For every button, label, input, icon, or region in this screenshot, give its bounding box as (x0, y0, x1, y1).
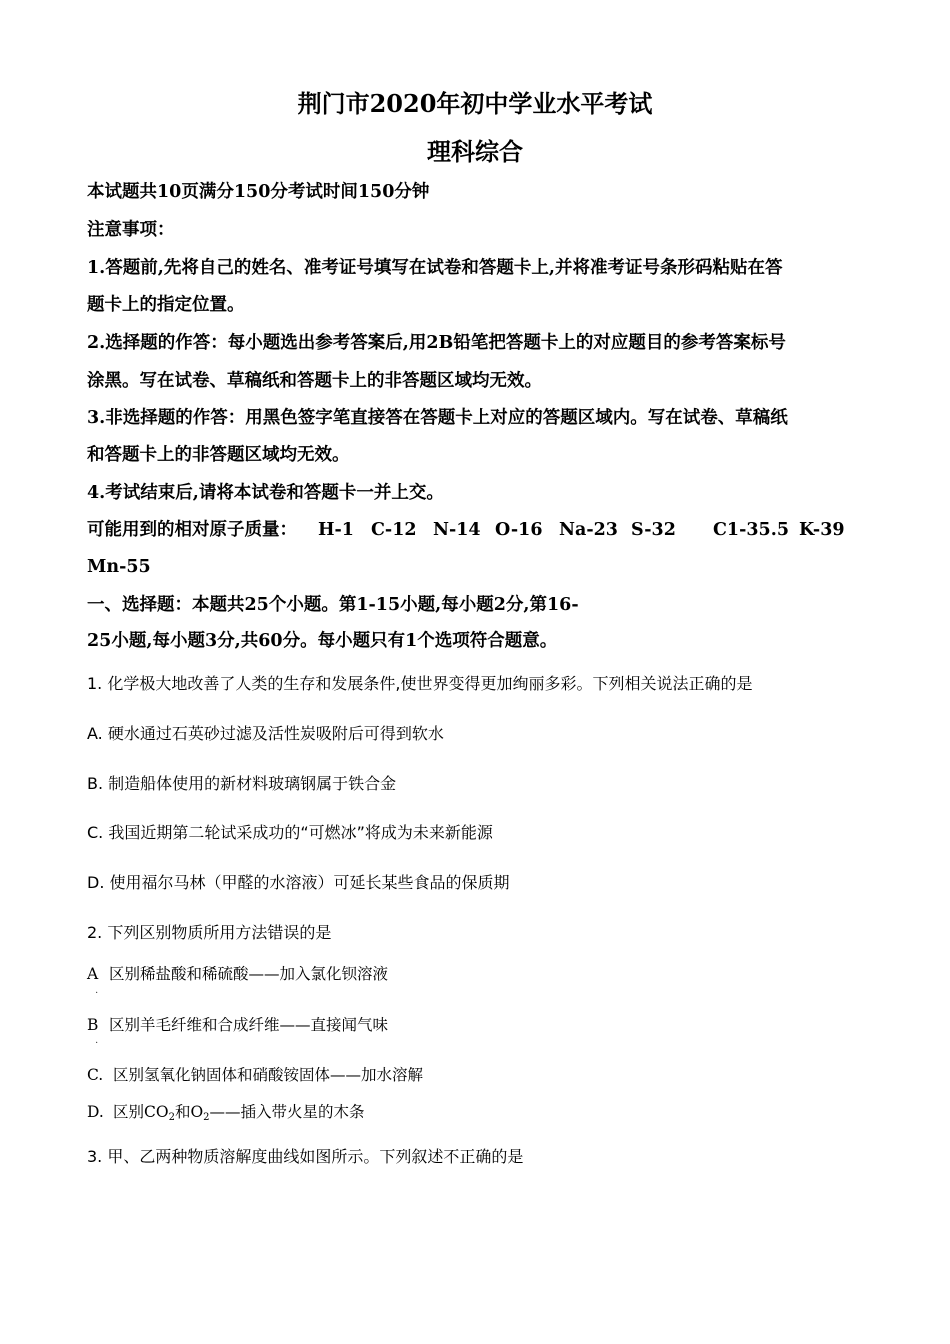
atomic-mass-h: H-1 (318, 520, 354, 540)
note-3-line-1: 3.非选择题的作答：用黑色签字笔直接答在答题卡上对应的答题区域内。写在试卷、草稿纸 (87, 408, 788, 428)
atomic-mass-label: 可能用到的相对原子质量： (87, 520, 297, 540)
question-1-option-d: D. 使用福尔马林（甲醛的水溶液）可延长某些食品的保质期 (87, 873, 510, 892)
exam-info: 本试题共10页满分150分考试时间150分钟 (87, 182, 430, 202)
option-text-mid: 和O (174, 1103, 204, 1121)
option-text: 区别氢氧化钠固体和硝酸铵固体——加水溶解 (113, 1066, 424, 1084)
exam-subject: 理科综合 (427, 137, 523, 166)
question-1-option-c: C. 我国近期第二轮试采成功的“可燃冰”将成为未来新能源 (87, 823, 493, 842)
stray-dot: · (95, 988, 99, 999)
atomic-mass-cl: C1-35.5 (713, 520, 789, 540)
question-1-stem: 1. 化学极大地改善了人类的生存和发展条件,使世界变得更加绚丽多彩。下列相关说法正确的是 (87, 674, 753, 693)
option-text: 区别羊毛纤维和合成纤维——直接闻气味 (109, 1016, 389, 1034)
question-2-option-d (87, 1101, 867, 1129)
option-letter: B (87, 1016, 99, 1034)
subscript: 2 (168, 1112, 175, 1123)
note-1-line-1: 1.答题前,先将自己的姓名、准考证号填写在试卷和答题卡上,并将准考证号条形码粘贴在答 (87, 258, 783, 278)
atomic-mass-k: K-39 (799, 520, 845, 540)
exam-title: 荆门市2020年初中学业水平考试 (297, 89, 653, 118)
option-letter: A (87, 965, 99, 983)
atomic-mass-o: O-16 (495, 520, 543, 540)
question-2-stem: 2. 下列区别物质所用方法错误的是 (87, 923, 332, 942)
atomic-mass-c: C-12 (371, 520, 417, 540)
atomic-mass-na: Na-23 (559, 520, 618, 540)
note-2-line-2: 涂黑。写在试卷、草稿纸和答题卡上的非答题区域均无效。 (87, 371, 542, 391)
option-text-pre: 区别CO (113, 1103, 169, 1121)
atomic-mass-n: N-14 (433, 520, 481, 540)
question-2-option-c (87, 1064, 867, 1086)
section-heading-line-1: 一、选择题：本题共25个小题。第1-15小题,每小题2分,第16- (87, 595, 579, 615)
option-text: 区别稀盐酸和稀硫酸——加入氯化钡溶液 (109, 965, 389, 983)
notice-heading: 注意事项： (87, 220, 175, 240)
question-1-option-b: B. 制造船体使用的新材料玻璃钢属于铁合金 (87, 774, 397, 793)
note-1-line-2: 题卡上的指定位置。 (87, 295, 245, 315)
question-1-option-a: A. 硬水通过石英砂过滤及活性炭吸附后可得到软水 (87, 724, 444, 743)
option-text-post: ——插入带火星的木条 (209, 1103, 365, 1121)
subscript: 2 (203, 1112, 210, 1123)
note-4: 4.考试结束后,请将本试卷和答题卡一并上交。 (87, 483, 444, 503)
section-heading-line-2: 25小题,每小题3分,共60分。每小题只有1个选项符合题意。 (87, 631, 558, 651)
note-2-line-1: 2.选择题的作答：每小题选出参考答案后,用2B铅笔把答题卡上的对应题目的参考答案标号 (87, 333, 786, 353)
question-2-option-b (87, 1014, 867, 1036)
atomic-mass-s: S-32 (631, 520, 676, 540)
option-letter: C. (87, 1066, 104, 1084)
question-3-stem: 3. 甲、乙两种物质溶解度曲线如图所示。下列叙述不正确的是 (87, 1147, 524, 1166)
option-letter: D. (87, 1103, 104, 1121)
note-3-line-2: 和答题卡上的非答题区域均无效。 (87, 445, 350, 465)
atomic-mass-continued: Mn-55 (87, 557, 151, 577)
stray-dot: · (95, 1038, 99, 1049)
question-2-option-a (87, 963, 867, 985)
